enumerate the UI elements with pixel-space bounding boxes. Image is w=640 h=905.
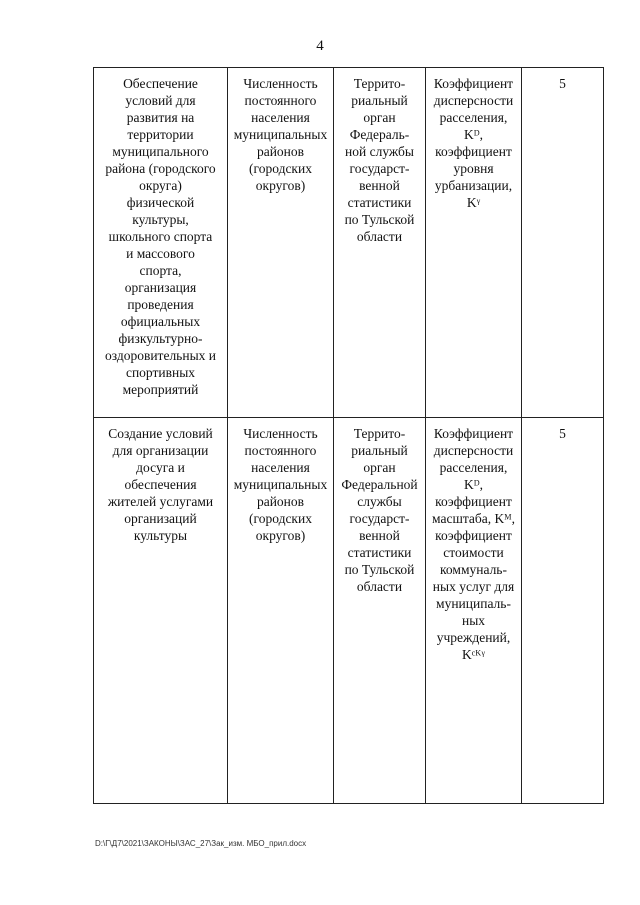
source-cell: Террито- риальный орган Федеральной службы государст- венной статистики по Тульской области [334,418,426,804]
value-cell: 5 [522,68,604,418]
indicator-cell: Численность постоянного населения муниципальных районов (городских округов) [228,68,334,418]
indicator-cell: Численность постоянного населения муниципальных районов (городских округов) [228,418,334,804]
source-cell: Террито- риальный орган Федераль- ной службы государст- венной статистики по Тульской области [334,68,426,418]
task-cell: Обеспечение условий для развития на территории муниципального района (городского округа) физической культуры, школьного спорта и массового спорта, организация проведения официальных физкультурно- оздоровительных и спортивных мероприятий [94,68,228,418]
file-path-footer: D:\Г\Д7\2021\ЗАКОНЫ\ЗАС_27\Зак_изм. МБО_прил.docx [95,839,307,848]
table-row [94,68,604,418]
value-cell: 5 [522,418,604,804]
task-cell: Создание условий для организации досуга и обеспечения жителей услугами организаций культуры [94,418,228,804]
table-row [94,418,604,804]
page-number: 4 [316,38,324,54]
coefficients-cell: Коэффициент дисперсности расселения, Kᴰ, коэффициент уровня урбанизации, Kᵞ [426,68,522,418]
allocation-table [93,67,604,804]
coefficients-cell: Коэффициент дисперсности расселения, Kᴰ, коэффициент масштаба, Kᴹ, коэффициент стоимости коммуналь- ных услуг для муниципаль- ных учреждений, Kᶜᴷᵞ [426,418,522,804]
